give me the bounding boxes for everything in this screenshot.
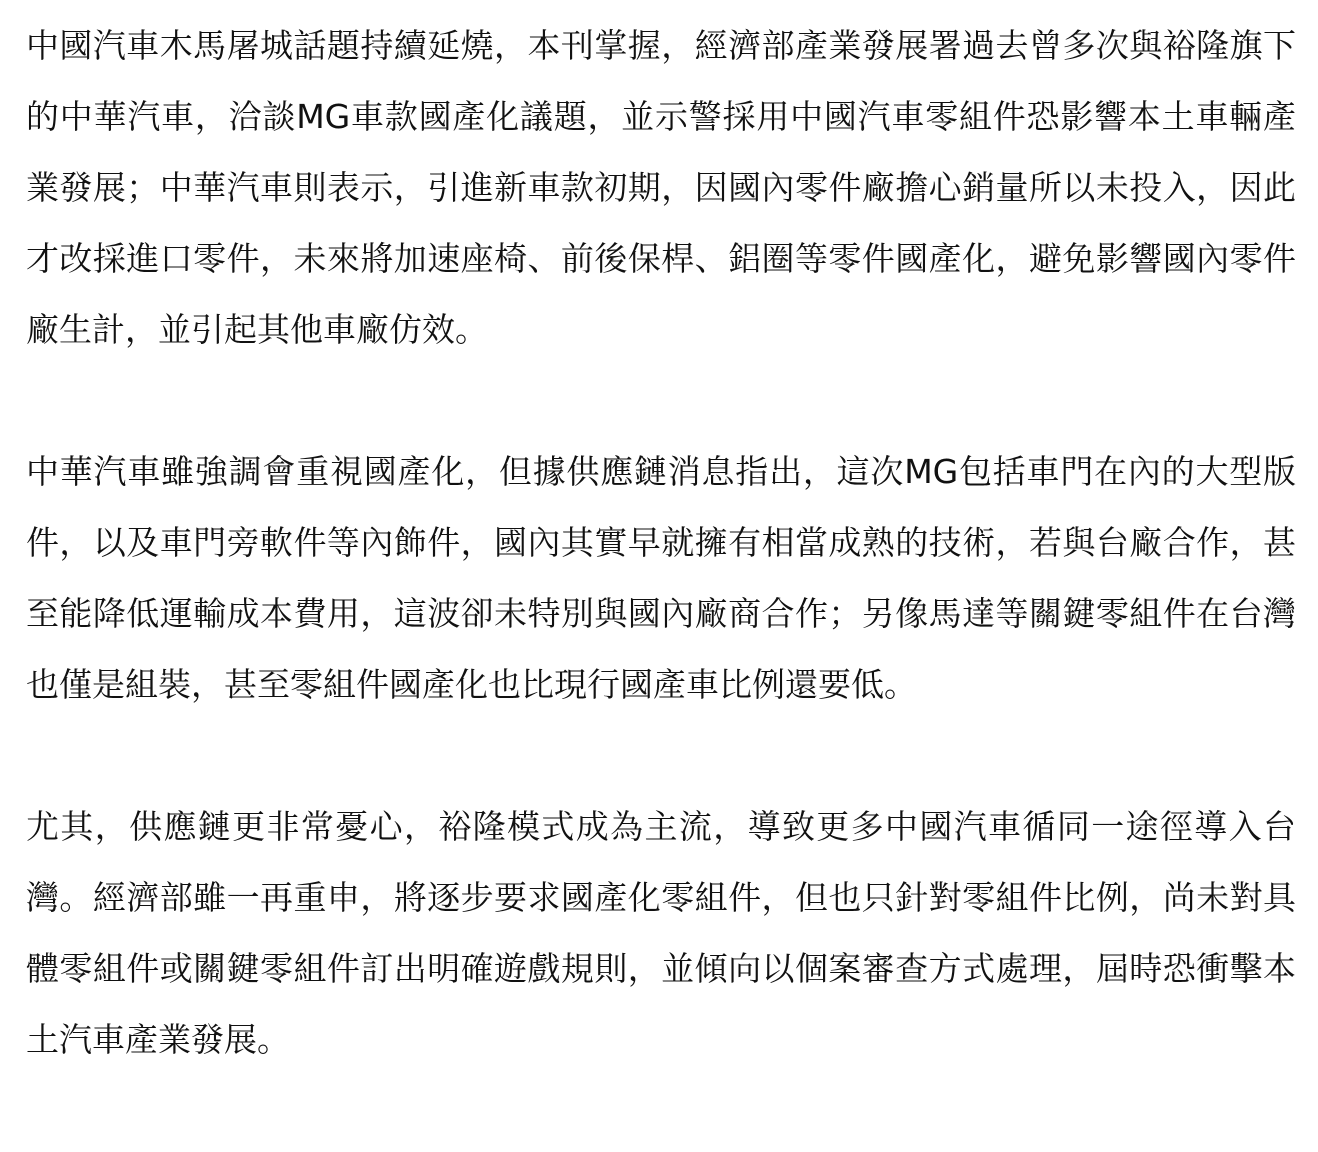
article-paragraph-3: 尤其，供應鏈更非常憂心，裕隆模式成為主流，導致更多中國汽車循同一途徑導入台灣。經濟部雖一再重申，將逐步要求國產化零組件，但也只針對零組件比例，尚未對具體零組件或關鍵零組件訂出明確遊戲規則，並傾向以個案審查方式處理，屆時恐衝擊本土汽車產業發展。 (26, 807, 1296, 1059)
article-body (26, 10, 1296, 1075)
article-paragraph-1: 中國汽車木馬屠城話題持續延燒，本刊掌握，經濟部產業發展署過去曾多次與裕隆旗下的中華汽車，洽談MG車款國產化議題，並示警採用中國汽車零組件恐影響本土車輛產業發展；中華汽車則表示，引進新車款初期，因國內零件廠擔心銷量所以未投入，因此才改採進口零件，未來將加速座椅、前後保桿、鋁圈等零件國產化，避免影響國內零件廠生計，並引起其他車廠仿效。 (26, 26, 1296, 349)
article-paragraph-2: 中華汽車雖強調會重視國產化，但據供應鏈消息指出，這次MG包括車門在內的大型版件，以及車門旁軟件等內飾件，國內其實早就擁有相當成熟的技術，若與台廠合作，甚至能降低運輸成本費用，這波卻未特別與國內廠商合作；另像馬達等關鍵零組件在台灣也僅是組裝，甚至零組件國產化也比現行國產車比例還要低。 (26, 452, 1296, 704)
